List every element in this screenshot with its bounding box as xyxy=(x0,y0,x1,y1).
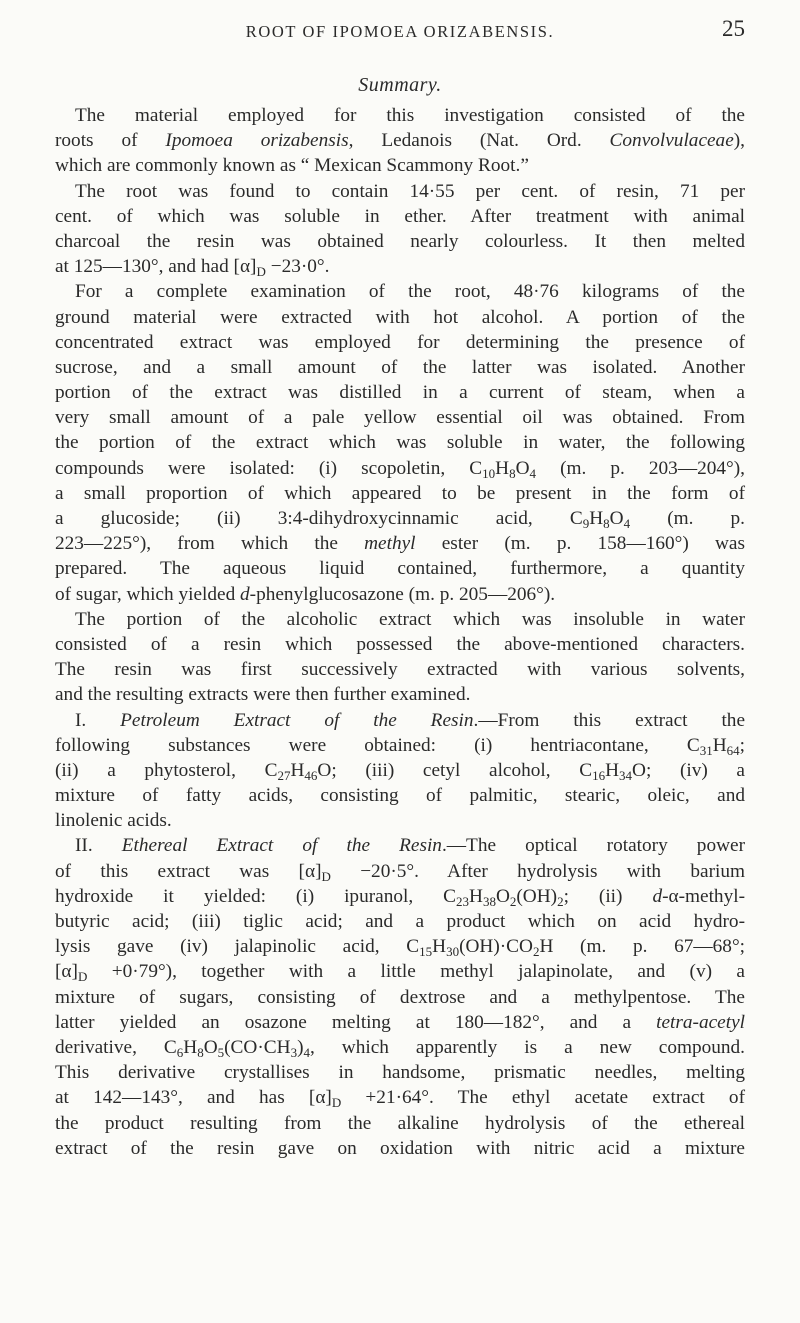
summary-body xyxy=(55,103,745,1161)
text-line: roots of Ipomoea orizabensis, Ledanois (Nat. Ord. Convolvulaceae), xyxy=(55,130,746,152)
text-line: at 142—143°, and has $[\alpha]_D +21\cdot 64^\circ$. The ethyl acetate extract of xyxy=(55,1087,745,1111)
text-line: ground material were extracted with hot alcohol. A portion of the xyxy=(55,306,745,328)
text-line: and the resulting extracts were then further examined. xyxy=(55,684,471,706)
text-line: This derivative crystallises in handsome, prismatic needles, melting xyxy=(55,1062,745,1084)
text-line: a small proportion of which appeared to be present in the form of xyxy=(55,482,745,504)
text-line: concentrated extract was employed for determining the presence of xyxy=(55,331,745,353)
text-line: following substances were obtained: (i) hentriacontane, $C_{31}H_{64}$; xyxy=(55,734,745,758)
text-line: linolenic acids. xyxy=(55,810,172,832)
text-line: extract of the resin gave on oxidation with nitric acid a mixture xyxy=(55,1137,745,1159)
text-line: The material employed for this investigation consisted of the xyxy=(75,105,745,126)
text-line: consisted of a resin which possessed the above-mentioned characters. xyxy=(55,633,745,655)
text-line: very small amount of a pale yellow essential oil was obtained. From xyxy=(55,407,745,429)
text-line: charcoal the resin was obtained nearly colourless. It then melted xyxy=(55,230,745,252)
text-line: of this extract was $[\alpha]_D -20\cdot 5^\circ$. After hydrolysis with barium xyxy=(55,860,745,884)
text-line: compounds were isolated: (i) scopoletin, $C_{10}H_8O_4$ (m. p. 203—204°), xyxy=(55,457,745,481)
text-line: prepared. The aqueous liquid contained, furthermore, a quantity xyxy=(55,558,745,580)
text-line: hydroxide it yielded: (i) ipuranol, $C_{23}H_{38}O_2(OH)_2$; (ii) d-α-methyl- xyxy=(55,885,745,909)
text-line: sucrose, and a small amount of the latter was isolated. Another xyxy=(55,356,745,378)
text-line: portion of the extract was distilled in a current of steam, when a xyxy=(55,382,745,404)
text-line: which are commonly known as “ Mexican Scammony Root.” xyxy=(55,155,529,177)
text-line: mixture of sugars, consisting of dextrose and a methylpentose. The xyxy=(55,986,745,1008)
text-line: cent. of which was soluble in ether. After treatment with animal xyxy=(55,205,745,227)
text-line: The root was found to contain 14·55 per cent. of resin, 71 per xyxy=(75,180,745,202)
text-line: latter yielded an osazone melting at 180—182°, and a tetra-acetyl xyxy=(55,1011,745,1033)
text-line: 223—225°), from which the methyl ester (m. p. 158—160°) was xyxy=(55,533,745,555)
text-line: butyric acid; (iii) tiglic acid; and a product which on acid hydro- xyxy=(55,911,745,932)
text-line: of sugar, which yielded d-phenylglucosazone (m. p. 205—206°). xyxy=(55,583,556,605)
text-line: $[\alpha]_D +0\cdot 79^\circ$), together with a little methyl jalapinolate, and (v) a xyxy=(55,961,745,985)
text-line: the portion of the extract which was soluble in water, the following xyxy=(55,432,745,454)
text-line: mixture of fatty acids, consisting of palmitic, stearic, oleic, and xyxy=(55,785,745,807)
text-line: lysis gave (iv) jalapinolic acid, $C_{15}H_{30}(OH)\cdot CO_2H$ (m. p. 67—68°; xyxy=(55,936,746,960)
text-line: derivative, $C_6H_8O_5(CO\cdot CH_3)_4$, which apparently is a new compound. xyxy=(55,1036,745,1060)
text-line: the product resulting from the alkaline hydrolysis of the ethereal xyxy=(55,1112,745,1134)
page-number: 25 xyxy=(722,16,745,41)
running-title: ROOT OF IPOMOEA ORIZABENSIS. xyxy=(245,22,555,41)
text-line: a glucoside; (ii) 3:4-dihydroxycinnamic acid, $C_9H_8O_4$ (m. p. xyxy=(55,508,745,531)
text-line: The portion of the alcoholic extract which was insoluble in water xyxy=(75,608,745,630)
text-line: I. Petroleum Extract of the Resin.—From this extract the xyxy=(75,709,745,731)
text-line: II. Ethereal Extract of the Resin.—The optical rotatory power xyxy=(75,835,745,857)
text-line: For a complete examination of the root, 48·76 kilograms of the xyxy=(75,281,745,303)
section-heading: Summary. xyxy=(358,74,442,96)
running-head xyxy=(55,14,745,44)
text-line: at 125—130°, and had $[\alpha]_D -23\cdot 0^\circ$. xyxy=(55,256,330,280)
text-line: The resin was first successively extracted with various solvents, xyxy=(55,659,745,681)
text-line: (ii) a phytosterol, $C_{27}H_{46}O$; (iii) cetyl alcohol, $C_{16}H_{34}O$; (iv) a xyxy=(55,759,745,783)
